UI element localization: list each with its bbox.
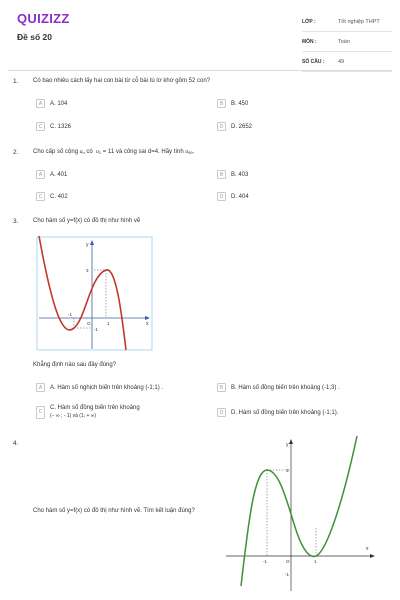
option-text: C. 402 [50, 193, 68, 200]
option-a[interactable] [36, 99, 67, 108]
option-letter: C [36, 122, 45, 131]
question-number: 1. [13, 78, 19, 85]
option-a[interactable] [36, 170, 67, 179]
question-text: Có bao nhiêu cách lấy hai con bài từ cỗ bài tú lơ khơ gồm 52 con? [33, 78, 210, 84]
option-d[interactable] [217, 408, 338, 417]
option-text: C. 1326 [50, 123, 72, 130]
option-d[interactable] [217, 122, 252, 131]
option-text: B. Hàm số đồng biến trên khoảng (-1;3) . [231, 384, 340, 391]
option-c[interactable] [36, 122, 71, 131]
tick-label-top: 3 [86, 268, 89, 273]
option-letter: A [36, 383, 45, 392]
option-letter: C [36, 192, 45, 201]
x-axis-arrow [145, 316, 150, 320]
option-a[interactable] [36, 383, 163, 392]
graph-question-4 [224, 436, 382, 592]
tick-label-right: 1 [314, 559, 317, 564]
meta-row-subject [302, 32, 392, 52]
meta-table [302, 12, 392, 72]
option-text: D. Hàm số đồng biến trên khoảng (-1;1). [231, 409, 339, 416]
option-letter: B [217, 99, 226, 108]
graph-frame [37, 237, 152, 350]
tick-label-top: 3 [286, 468, 289, 473]
option-c[interactable] [36, 192, 68, 201]
question-prompt: Khẳng định nào sau đây đúng? [33, 362, 117, 368]
meta-value: Tốt nghiệp THPT [338, 18, 380, 25]
option-letter: D [217, 192, 226, 201]
question-number: 4. [13, 440, 19, 447]
exam-title: Đề số 20 [17, 32, 52, 42]
option-b[interactable] [217, 99, 248, 108]
option-text: C. Hàm số đồng biến trên khoảng (− ∞ ; - 1) và (1; + ∞) [50, 405, 140, 419]
tick-label-right: 1 [107, 321, 110, 326]
option-letter: B [217, 383, 226, 392]
graph-question-3 [36, 236, 154, 352]
origin-label: O [286, 559, 290, 564]
function-curve [241, 436, 357, 586]
y-axis-arrow [90, 240, 94, 245]
quizizz-logo: QUIZIZZ [17, 11, 70, 26]
function-curve [39, 236, 126, 350]
option-text: A. Hàm số nghịch biến trên khoảng (-1;1) . [50, 384, 164, 391]
option-text: A. 104 [50, 100, 68, 107]
question-text: Cho cấp số cộng $u_n$ có $u_1 = 11$ và công sai d=4. Hãy tính $u_{99}$. [33, 149, 195, 155]
question-number: 3. [13, 218, 19, 225]
meta-key: MÔN : [302, 38, 317, 45]
option-c[interactable] [36, 404, 140, 420]
option-text: D. 2652 [231, 123, 253, 130]
question-number: 2. [13, 149, 19, 156]
origin-label: O [87, 321, 91, 326]
option-letter: A [36, 99, 45, 108]
page-header [0, 0, 400, 65]
y-label: y [86, 242, 89, 248]
option-letter: D [217, 122, 226, 131]
option-letter: C [36, 406, 45, 419]
meta-value: 49 [338, 58, 345, 65]
tick-label-neg: -1 [263, 559, 268, 564]
tick-label-yneg: -1 [285, 572, 290, 577]
meta-value: Toán [338, 38, 350, 45]
option-text: D. 404 [231, 193, 249, 200]
y-label: y [286, 442, 289, 448]
option-letter: B [217, 170, 226, 179]
option-text: B. 403 [231, 171, 249, 178]
option-letter: D [217, 408, 226, 417]
meta-key: LỚP : [302, 18, 316, 25]
header-divider [8, 70, 392, 71]
option-b[interactable] [217, 383, 340, 392]
option-text: B. 450 [231, 100, 249, 107]
x-label: x [146, 321, 149, 327]
question-text: Cho hàm số y=f(x) có đồ thị như hình vẽ. Tìm kết luận đúng? [33, 508, 195, 514]
option-b[interactable] [217, 170, 248, 179]
tick-label-yneg: -1 [94, 327, 99, 332]
option-letter: A [36, 170, 45, 179]
tick-label-neg: -1 [68, 312, 73, 317]
x-label: x [366, 546, 369, 552]
x-axis-arrow [370, 554, 375, 558]
option-text: A. 401 [50, 171, 68, 178]
y-axis-arrow [289, 439, 293, 444]
meta-row-count [302, 52, 392, 72]
meta-key: SỐ CÂU : [302, 58, 325, 65]
question-text: Cho hàm số y=f(x) có đồ thị như hình vẽ [33, 218, 141, 224]
meta-row-class [302, 12, 392, 32]
option-d[interactable] [217, 192, 249, 201]
